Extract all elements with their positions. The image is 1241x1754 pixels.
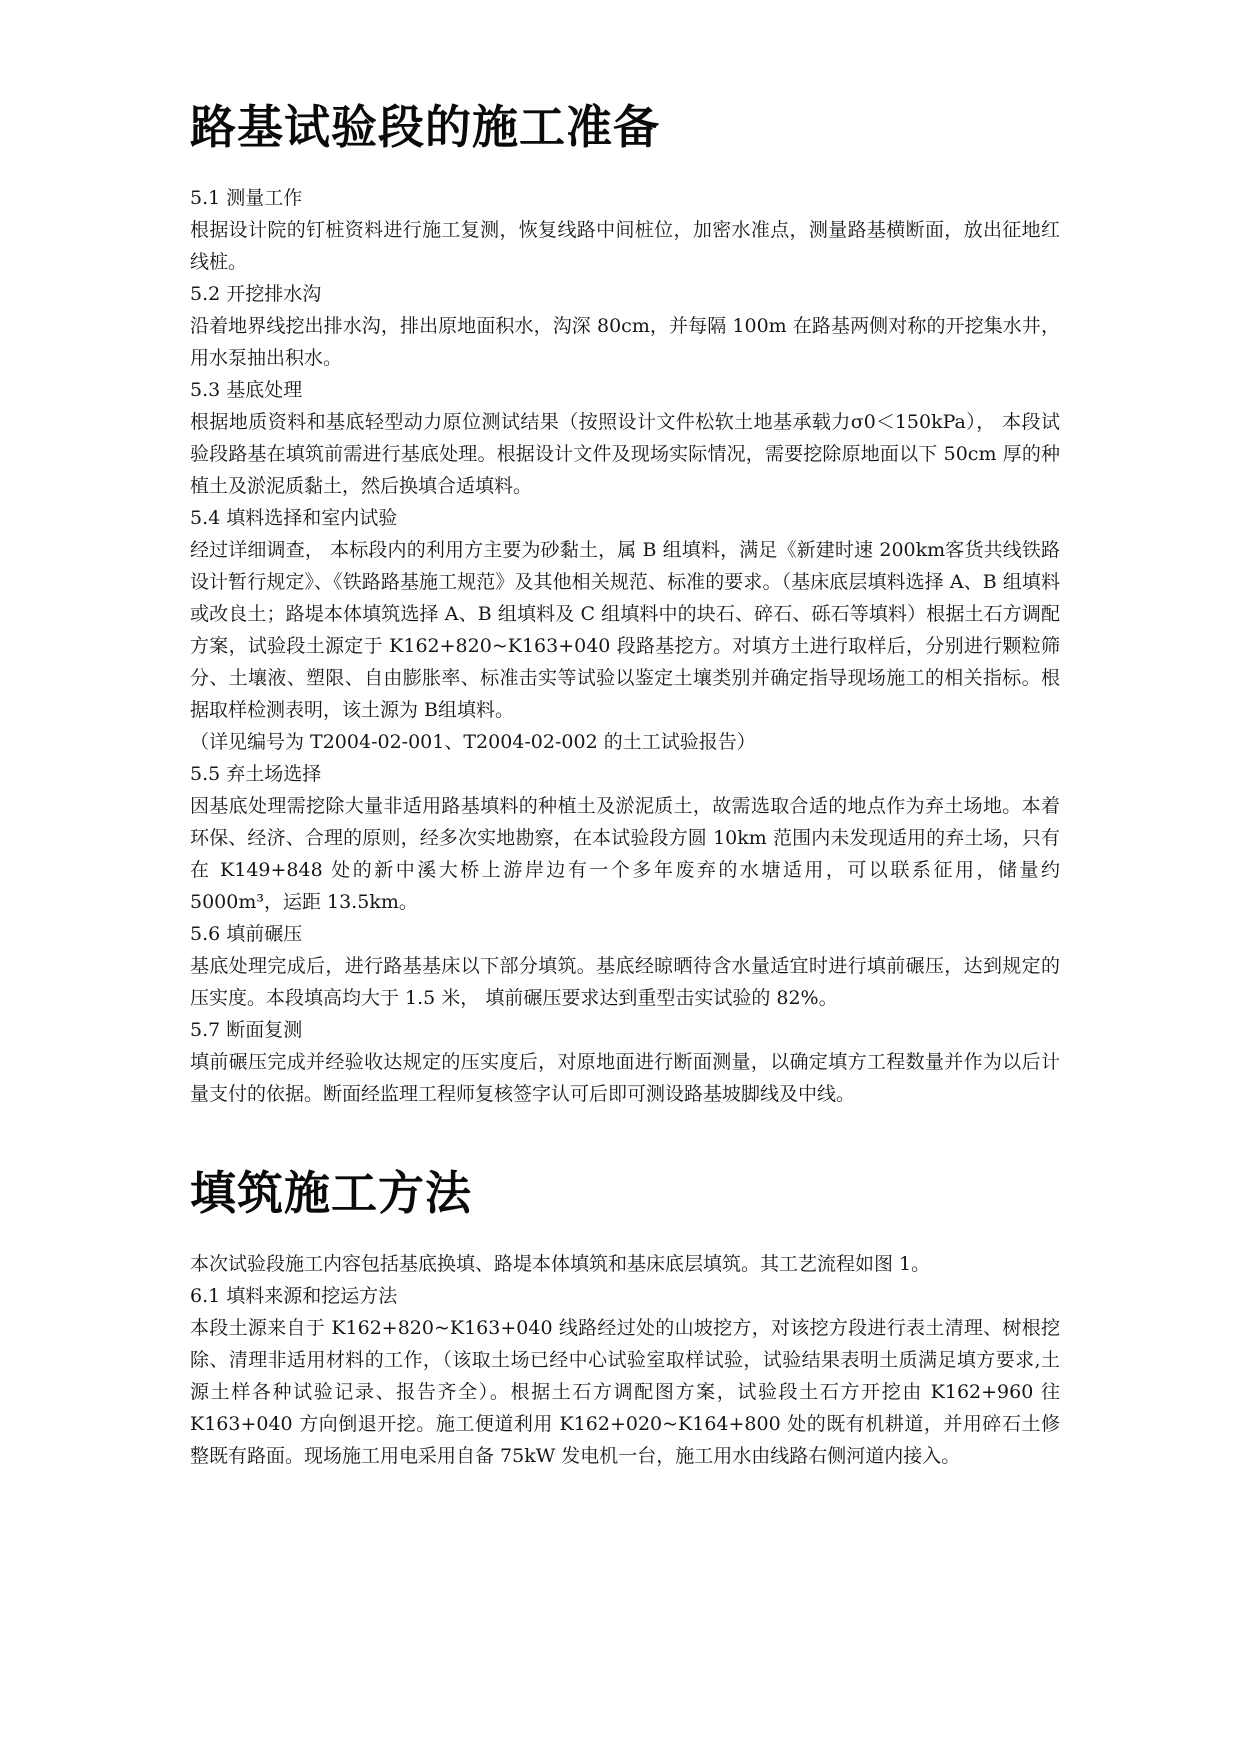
body-paragraph: 本段土源来自于 K162+820~K163+040 线路经过处的山坡挖方，对该挖方段进行表土清理、树根挖除、清理非适用材料的工作，（该取土场已经中心试验室取样试验，试验结果表明土质满足填方要求,土源土样各种试验记录、报告齐全）。根据土石方调配图方案，试验段土石方开挖由 K162+960 往 K163+040 方向倒退开挖。施工便道利用 K162+020~K164+800 处的既有机耕道，并用碎石土修整既有路面。现场施工用电采用自备 75kW 发电机一台，施工用水由线路右侧河道内接入。 [190,1317,1060,1467]
body-paragraph: 因基底处理需挖除大量非适用路基填料的种植土及淤泥质土，故需选取合适的地点作为弃土场地。本着环保、经济、合理的原则，经多次实地勘察，在本试验段方圆 10km 范围内未发现适用的弃土场，只有在 K149+848 处的新中溪大桥上游岸边有一个多年废弃的水塘适用，可以联系征用，储量约 5000m³，运距 13.5km。 [190,795,1060,913]
reference-note: （详见编号为 T2004-02-001、T2004-02-002 的土工试验报告） [190,731,756,753]
section-1-title: 路基试验段的施工准备 [190,100,660,154]
body-paragraph: 经过详细调查， 本标段内的利用方主要为砂黏土，属 B 组填料，满足《新建时速 200km客货共线铁路设计暂行规定》、《铁路路基施工规范》及其他相关规范、标准的要求。（基床底层填料选择 A、B 组填料或改良土；路堤本体填筑选择 A、B 组填料及 C 组填料中的块石、碎石、砾石等填料）根据土石方调配方案，试验段土源定于 K162+820~K163+040 段路基挖方。对填方土进行取样后，分别进行颗粒筛分、土壤液、塑限、自由膨胀率、标准击实等试验以鉴定土壤类别并确定指导现场施工的相关指标。根据取样检测表明，该土源为 B组填料。 [190,539,1060,721]
section-heading: 6.1 填料来源和挖运方法 [190,1285,398,1307]
section-heading: 5.1 测量工作 [190,187,303,209]
document-page [190,98,1060,1472]
body-paragraph: 根据地质资料和基底轻型动力原位测试结果（按照设计文件松软土地基承载力σ0＜150kPa）， 本段试验段路基在填筑前需进行基底处理。根据设计文件及现场实际情况，需要挖除原地面以下 50cm 厚的种植土及淤泥质黏土，然后换填合适填料。 [190,411,1060,497]
body-paragraph: 基底处理完成后，进行路基基床以下部分填筑。基底经晾晒待含水量适宜时进行填前碾压，达到规定的压实度。本段填高均大于 1.5 米， 填前碾压要求达到重型击实试验的 82%。 [190,955,1060,1009]
body-paragraph: 沿着地界线挖出排水沟，排出原地面积水，沟深 80cm，并每隔 100m 在路基两侧对称的开挖集水井，用水泵抽出积水。 [190,315,1060,369]
section-1-body [190,182,1060,1110]
body-paragraph: 根据设计院的钉桩资料进行施工复测，恢复线路中间桩位，加密水准点，测量路基横断面，放出征地红线桩。 [190,219,1060,273]
section-heading: 5.6 填前碾压 [190,923,303,945]
body-paragraph: 填前碾压完成并经验收达规定的压实度后，对原地面进行断面测量，以确定填方工程数量并作为以后计量支付的依据。断面经监理工程师复核签字认可后即可测设路基坡脚线及中线。 [190,1051,1060,1105]
section-heading: 5.7 断面复测 [190,1019,303,1041]
section-2-title: 填筑施工方法 [190,1166,472,1220]
section-heading: 5.5 弃土场选择 [190,763,322,785]
section-heading: 5.3 基底处理 [190,379,303,401]
section-2-body [190,1248,1060,1472]
section-heading: 5.4 填料选择和室内试验 [190,507,398,529]
body-paragraph: 本次试验段施工内容包括基底换填、路堤本体填筑和基床底层填筑。其工艺流程如图 1。 [190,1253,931,1275]
section-heading: 5.2 开挖排水沟 [190,283,322,305]
